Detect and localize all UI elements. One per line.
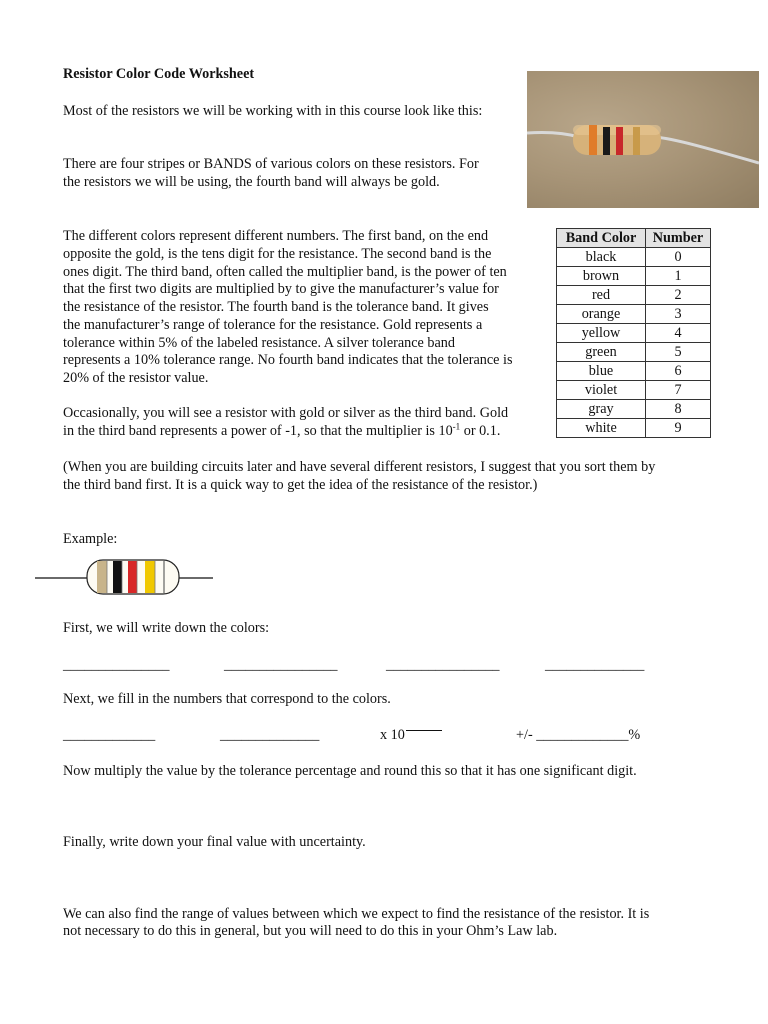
exponent: -1: [452, 421, 461, 432]
table-cell-color: black: [557, 248, 646, 267]
table-row: [557, 248, 711, 267]
step-multiply-label: Now multiply the value by the tolerance percentage and round this so that it has one significant digit.: [63, 763, 637, 779]
table-row: [557, 400, 711, 419]
table-cell-color: violet: [557, 381, 646, 400]
tolerance-blank[interactable]: +/- _____________%: [516, 727, 641, 743]
example-resistor-diagram: [35, 556, 215, 600]
table-row: [557, 343, 711, 362]
table-cell-color: brown: [557, 267, 646, 286]
table-row: [557, 324, 711, 343]
step-final-label: Finally, write down your final value with uncertainty.: [63, 834, 366, 850]
table-cell-color: green: [557, 343, 646, 362]
intro-text: Most of the resistors we will be working with in this course look like this:: [63, 103, 483, 119]
table-header-row: [557, 229, 711, 248]
occasion-line-1: Occasionally, you will see a resistor with gold or silver as the third band. Gold: [63, 405, 509, 421]
table-cell-number: 3: [646, 305, 711, 324]
color-code-table: [556, 228, 711, 438]
table-cell-number: 6: [646, 362, 711, 381]
multiplier-blank[interactable]: x 10: [380, 726, 442, 744]
table-cell-number: 5: [646, 343, 711, 362]
step-colors-label: First, we will write down the colors:: [63, 620, 270, 636]
meaning-line-7: tolerance within 5% of the labeled resistance. A silver tolerance band: [63, 335, 455, 351]
table-cell-number: 9: [646, 419, 711, 438]
blank-color-3[interactable]: ________________: [386, 657, 500, 673]
table-row: [557, 267, 711, 286]
example-band-1: [97, 561, 107, 593]
table-row: [557, 305, 711, 324]
blank-digit-1[interactable]: _____________: [63, 727, 156, 743]
table-row: [557, 419, 711, 438]
meaning-line-8: represents a 10% tolerance range. No fourth band indicates that the tolerance is: [63, 352, 513, 368]
sort-line-1: (When you are building circuits later and have several different resistors, I suggest that you sort them by: [63, 459, 656, 475]
blank-color-2[interactable]: ________________: [224, 657, 338, 673]
meaning-line-1: The different colors represent different numbers. The first band, on the end: [63, 228, 489, 244]
meaning-line-9: 20% of the resistor value.: [63, 370, 209, 386]
page-title: Resistor Color Code Worksheet: [63, 66, 255, 82]
range-line-1: We can also find the range of values between which we expect to find the resistance of the resistor. It is: [63, 906, 650, 922]
table-cell-color: gray: [557, 400, 646, 419]
occasion-line-2: in the third band represents a power of -1, so that the multiplier is $10^{-1}$ or 0.1.: [63, 421, 501, 439]
meaning-line-3: ones digit. The third band, often called the multiplier band, is the power of ten: [63, 264, 507, 280]
table-cell-color: blue: [557, 362, 646, 381]
resistor-photo: [527, 71, 759, 208]
table-cell-color: white: [557, 419, 646, 438]
blank-color-1[interactable]: _______________: [63, 657, 170, 673]
table-row: [557, 362, 711, 381]
meaning-line-4: that the first two digits are multiplied by to give the manufacturer’s value for: [63, 281, 499, 297]
blank-digit-2[interactable]: ______________: [220, 727, 320, 743]
table-cell-number: 1: [646, 267, 711, 286]
table-cell-color: red: [557, 286, 646, 305]
table-cell-number: 7: [646, 381, 711, 400]
table-cell-color: yellow: [557, 324, 646, 343]
table-cell-number: 4: [646, 324, 711, 343]
range-line-2: not necessary to do this in general, but you will need to do this in your Ohm’s Law lab.: [63, 923, 558, 939]
meaning-line-5: the resistance of the resistor. The fourth band is the tolerance band. It gives: [63, 299, 489, 315]
example-band-2: [113, 561, 122, 593]
table-cell-number: 8: [646, 400, 711, 419]
example-band-3: [128, 561, 137, 593]
sort-line-2: the third band first. It is a quick way to get the idea of the resistance of the resistor.): [63, 477, 538, 493]
photo-band-1: [589, 125, 597, 155]
table-row: [557, 286, 711, 305]
meaning-line-2: opposite the gold, is the tens digit for the resistance. The second band is the: [63, 246, 492, 262]
table-header-number: Number: [646, 229, 711, 248]
table-header-color: Band Color: [557, 229, 646, 248]
table-cell-color: orange: [557, 305, 646, 324]
step-numbers-label: Next, we fill in the numbers that correspond to the colors.: [63, 691, 391, 707]
meaning-line-6: the manufacturer’s range of tolerance for the resistance. Gold represents a: [63, 317, 483, 333]
example-band-4: [145, 561, 155, 593]
bands-line-2: the resistors we will be using, the fourth band will always be gold.: [63, 174, 440, 190]
table-cell-number: 0: [646, 248, 711, 267]
blank-color-4[interactable]: ______________: [545, 657, 645, 673]
table-row: [557, 381, 711, 400]
photo-band-2: [603, 127, 610, 155]
example-label: Example:: [63, 531, 118, 547]
bands-line-1: There are four stripes or BANDS of various colors on these resistors. For: [63, 156, 479, 172]
table-cell-number: 2: [646, 286, 711, 305]
photo-band-3: [616, 127, 623, 155]
